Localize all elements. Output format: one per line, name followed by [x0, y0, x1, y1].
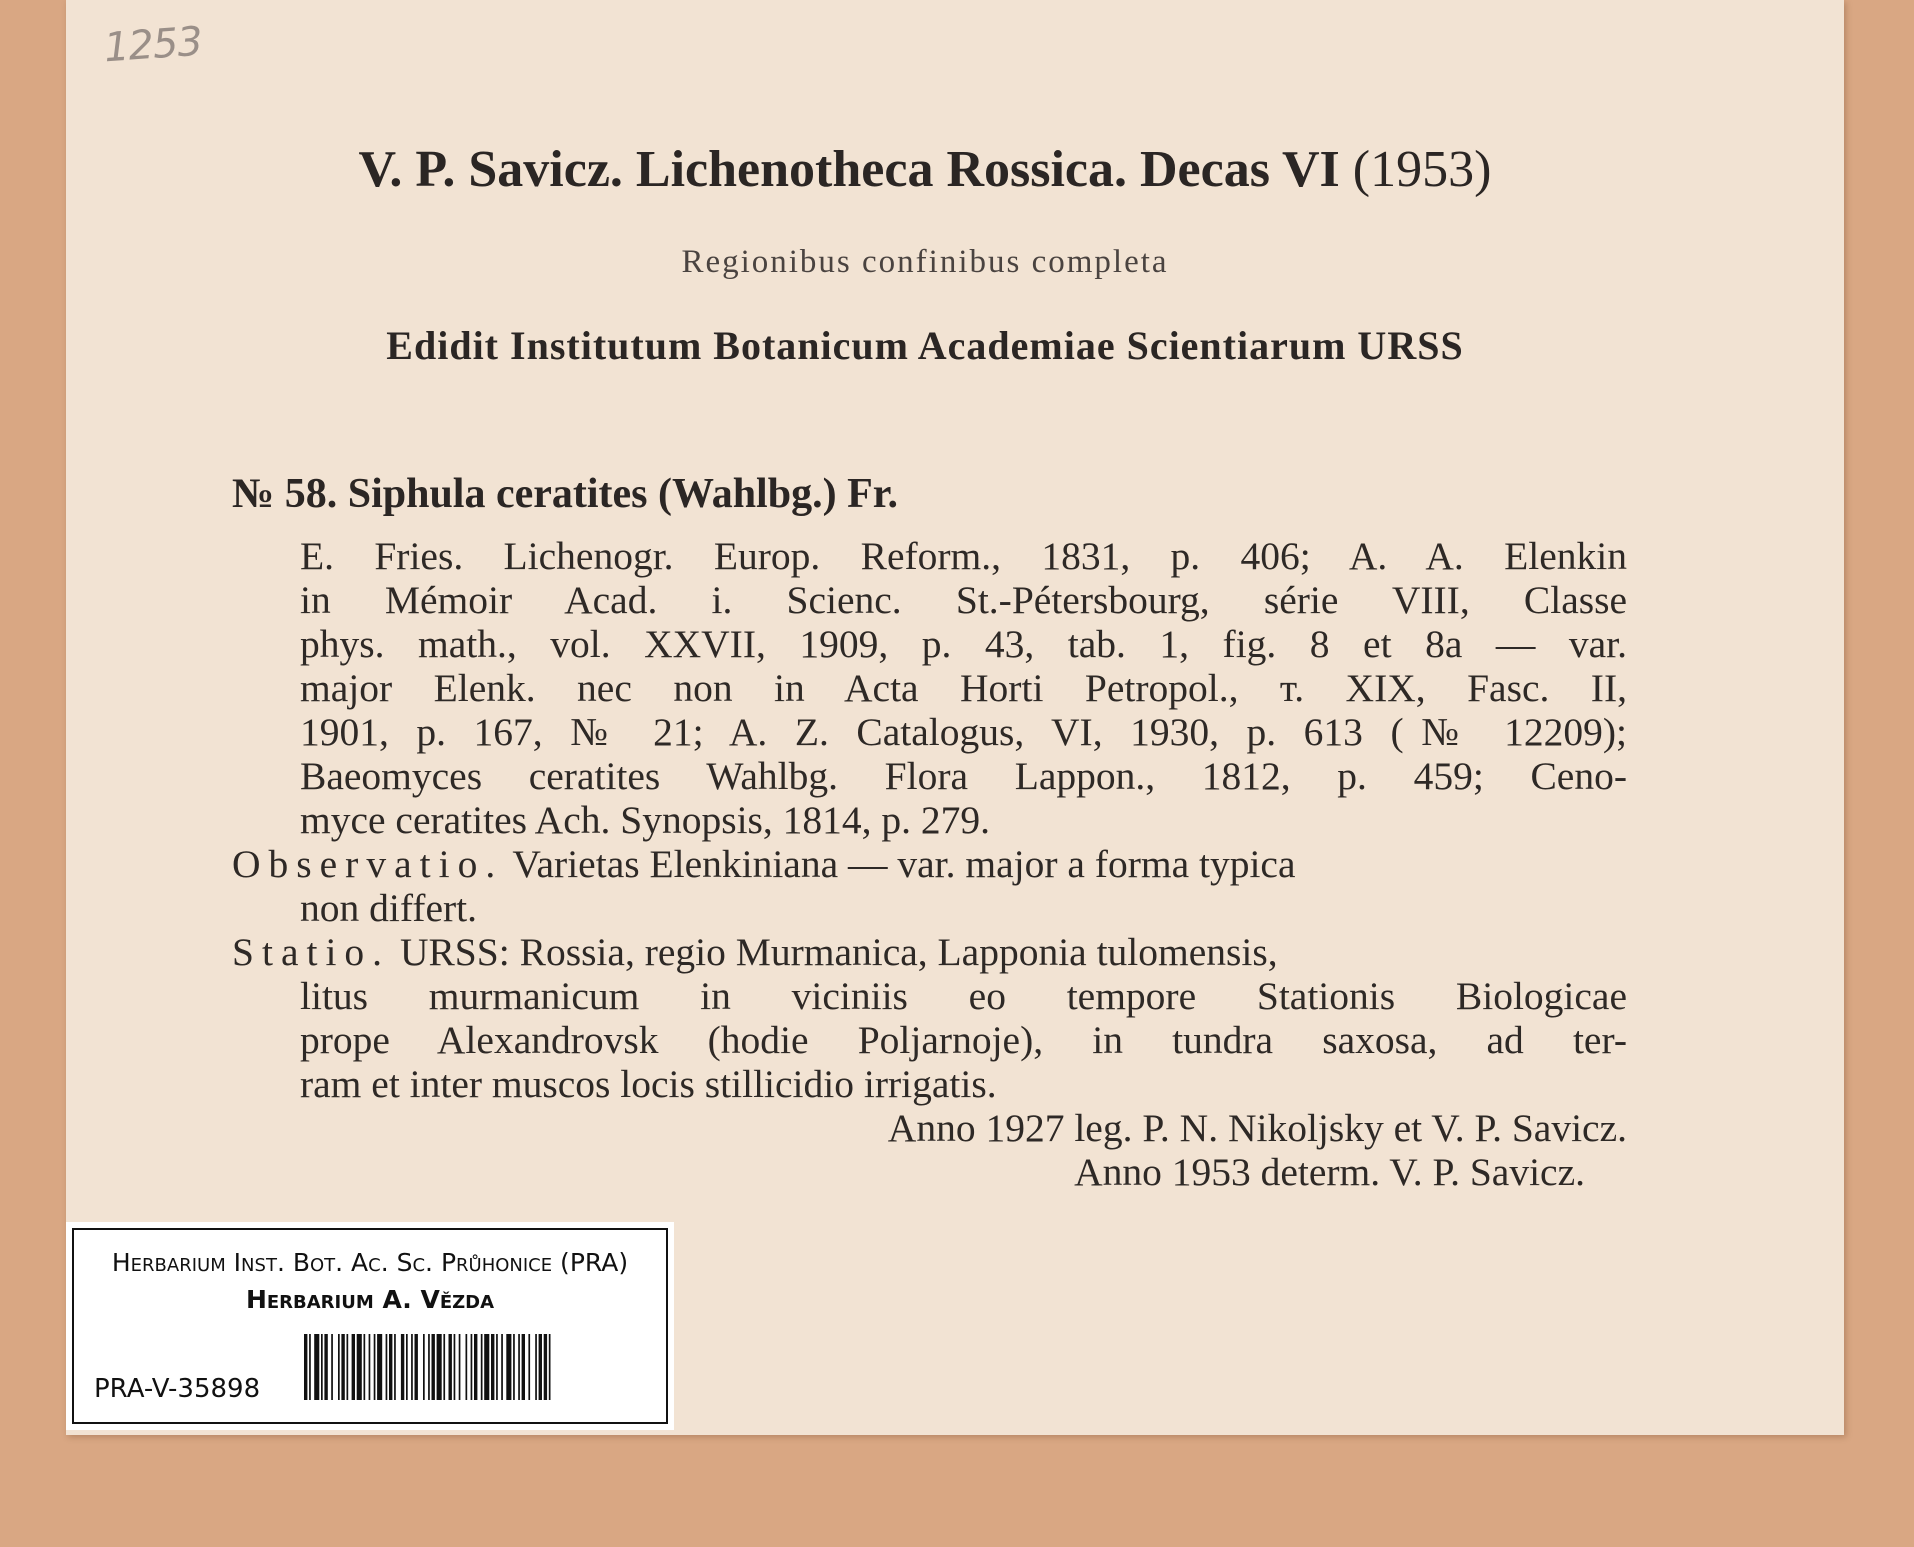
- page-title: [0, 140, 1850, 199]
- statio-continuation: ram et inter muscos locis stillicidio irrigatis.: [300, 1062, 997, 1106]
- barcode-bar: [415, 1334, 418, 1400]
- collection-name: Herbarium A. Vězda: [245, 1285, 495, 1314]
- editor-line: Edidit Institutum Botanicum Academiae Scientiarum URSS: [386, 323, 1464, 368]
- barcode-bar: [432, 1334, 435, 1400]
- barcode-bar: [522, 1334, 525, 1400]
- statio-continuation: litus murmanicum in viciniis eo tempore Stationis Biologicae: [300, 974, 1627, 1018]
- observatio-continuation: non differt.: [300, 886, 477, 930]
- barcode-bar: [389, 1334, 392, 1400]
- barcode-bar: [528, 1334, 530, 1400]
- barcode-bar: [357, 1334, 362, 1400]
- reference-line: major Elenk. nec non in Acta Horti Petropol., т. XIX, Fasc. II,: [300, 666, 1627, 710]
- barcode-bar: [324, 1334, 327, 1400]
- statio-continuation: prope Alexandrovsk (hodie Poljarnoje), in tundra saxosa, ad ter-: [300, 1018, 1627, 1062]
- collector-line: Anno 1927 leg. P. N. Nikoljsky et V. P. Savicz.: [887, 1106, 1627, 1150]
- barcode-bar: [454, 1334, 456, 1400]
- herbarium-label-frame: [72, 1228, 668, 1424]
- barcode-bar: [394, 1334, 396, 1400]
- barcode-bar: [341, 1334, 344, 1400]
- observatio-text: Varietas Elenkiniana — var. major a forma typica: [512, 842, 1296, 886]
- barcode-bar: [449, 1334, 452, 1400]
- statio-line: [232, 930, 1627, 974]
- barcode-bar: [321, 1334, 323, 1400]
- document-body: [232, 534, 1627, 1194]
- title-year: (1953): [1352, 141, 1492, 198]
- reference-line: Baeomyces ceratites Wahlbg. Flora Lappon., 1812, p. 459; Ceno-: [300, 754, 1627, 798]
- barcode-bar: [535, 1334, 537, 1400]
- barcode-bar: [539, 1334, 542, 1400]
- barcode-bar: [423, 1334, 425, 1400]
- reference-line: in Mémoir Acad. i. Scienc. St.-Pétersbourg, série VIII, Classe: [300, 578, 1627, 622]
- barcode-bar: [466, 1334, 468, 1400]
- barcode-bar: [513, 1334, 515, 1400]
- determiner-line: Anno 1953 determ. V. P. Savicz.: [1074, 1150, 1585, 1194]
- barcode-bar: [437, 1334, 442, 1400]
- barcode-bar: [309, 1334, 311, 1400]
- observatio-line: [232, 842, 1627, 886]
- statio-label: Statio.: [232, 930, 391, 974]
- barcode-bar: [331, 1334, 333, 1400]
- barcode-bar: [496, 1334, 498, 1400]
- handwritten-number: 1253: [102, 18, 204, 72]
- reference-line: phys. math., vol. XXVII, 1909, p. 43, tab. 1, fig. 8 et 8a — var.: [300, 622, 1627, 666]
- barcode-bar: [347, 1334, 349, 1400]
- barcode-bar: [314, 1334, 319, 1400]
- reference-line: myce ceratites Ach. Synopsis, 1814, p. 279.: [300, 798, 991, 842]
- barcode-bar: [338, 1334, 340, 1400]
- barcode-bar: [501, 1334, 503, 1400]
- species-heading: № 58. Siphula ceratites (Wahlbg.) Fr.: [232, 471, 899, 517]
- barcode-icon: [302, 1334, 656, 1400]
- subtitle: Regionibus confinibus completa: [681, 244, 1169, 280]
- barcode-bar: [374, 1334, 376, 1400]
- barcode-bar: [481, 1334, 483, 1400]
- barcode-bar: [491, 1334, 494, 1400]
- statio-text: URSS: Rossia, regio Murmanica, Lapponia tulomensis,: [399, 930, 1278, 974]
- barcode-bar: [518, 1334, 520, 1400]
- barcode-bar: [386, 1334, 388, 1400]
- barcode-bar: [364, 1334, 366, 1400]
- observatio-label: Observatio.: [232, 842, 504, 886]
- barcode-bar: [443, 1334, 445, 1400]
- herbarium-label: [66, 1222, 674, 1430]
- barcode-bar: [544, 1334, 547, 1400]
- reference-line: E. Fries. Lichenogr. Europ. Reform., 1831, p. 406; A. A. Elenkin: [300, 534, 1627, 578]
- barcode-bar: [484, 1334, 489, 1400]
- barcode-bar: [377, 1334, 382, 1400]
- barcode-bar: [549, 1334, 551, 1400]
- barcode-bar: [459, 1334, 461, 1400]
- barcode-bar: [304, 1334, 307, 1400]
- barcode-bar: [506, 1334, 511, 1400]
- barcode-bar: [369, 1334, 371, 1400]
- institution-name: Herbarium Inst. Bot. Ac. Sc. Průhonice (PRA): [111, 1248, 629, 1277]
- barcode-bar: [401, 1334, 404, 1400]
- title-main: V. P. Savicz. Lichenotheca Rossica. Decas VI: [358, 141, 1340, 198]
- specimen-id: PRA-V-35898: [94, 1374, 261, 1404]
- barcode-bar: [352, 1334, 355, 1400]
- barcode-bar: [474, 1334, 477, 1400]
- barcode-bar: [471, 1334, 473, 1400]
- reference-line: 1901, p. 167, № 21; A. Z. Catalogus, VI, 1930, p. 613 (№ 12209);: [300, 710, 1627, 754]
- barcode-bar: [406, 1334, 408, 1400]
- barcode-bar: [428, 1334, 430, 1400]
- barcode-bar: [411, 1334, 413, 1400]
